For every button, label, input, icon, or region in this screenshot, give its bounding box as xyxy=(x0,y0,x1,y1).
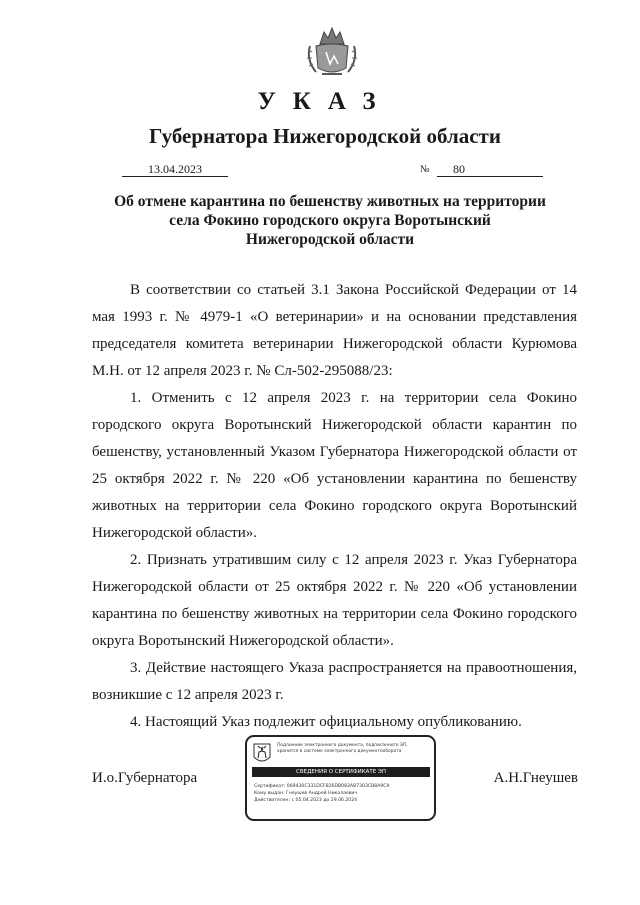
stamp-details xyxy=(254,783,432,804)
deer-emblem-icon xyxy=(253,743,271,765)
stamp-note xyxy=(277,743,433,755)
certificate-owner: Кому выдан: Гнеушев Андрей Николаевич xyxy=(254,791,358,796)
heading-line: Об отмене карантина по бешенству животных на территории xyxy=(114,193,546,210)
certificate-serial: Сертификат: 069430C331DCF826DB083AB7303CB8A9C9 xyxy=(254,784,390,789)
signatory-position: И.о.Губернатора xyxy=(92,770,198,786)
clause-paragraph: 2. Признать утратившим силу с 12 апреля 2023 г. Указ Губернатора Нижегородской области от 25 октября 2022 г. № 220 «Об установлении карантина по бешенству животных на территории села Фокино городского округа Воротынский Нижегородской области». xyxy=(92,552,577,649)
clause-paragraph: 3. Действие настоящего Указа распространяется на правоотношения, возникшие с 12 апреля 2023 г. xyxy=(92,660,577,703)
heading-line: села Фокино городского округа Воротынский xyxy=(169,212,491,229)
number-prefix: № xyxy=(420,164,430,175)
document-type: УКАЗ xyxy=(257,88,393,115)
heading-line: Нижегородской области xyxy=(245,231,415,248)
document-date: 13.04.2023 xyxy=(122,162,228,177)
clause-paragraph: 4. Настоящий Указ подлежит официальному опубликованию. xyxy=(130,714,522,730)
signatory-name: А.Н.Гнеушев xyxy=(493,770,578,786)
clause-paragraph: 1. Отменить с 12 апреля 2023 г. на территории села Фокино городского округа Воротынский Нижегородской области карантин по бешенству, установленный Указом Губернатора Нижегородской области от 25 октября 2022 г. № 220 «Об установлении карантина по бешенству животных на территории села Фокино городского округа Воротынский Нижегородской области». xyxy=(92,390,577,541)
stamp-note-line: Подлинник электронного документа, подписанного ЭП, xyxy=(277,743,408,748)
stamp-header: СВЕДЕНИЯ О СЕРТИФИКАТЕ ЭП xyxy=(252,767,430,777)
decree-body xyxy=(92,277,577,736)
preamble-paragraph: В соответствии со статьей 3.1 Закона Российской Федерации от 14 мая 1993 г. № 4979-1 «О ветеринарии» и на основании представления председателя комитета ветеринарии Нижегородской области Курюмова М.Н. от 12 апреля 2023 г. № Сл-502-295088/23: xyxy=(92,282,577,379)
decree-heading xyxy=(100,192,560,249)
e-signature-stamp xyxy=(245,735,436,821)
document-number: 80 xyxy=(437,162,543,177)
stamp-note-line: хранится в системе электронного документооборота xyxy=(277,749,402,754)
certificate-validity: Действителен: с 05.04.2023 до 29.06.2024 xyxy=(254,798,358,803)
issuer-title: Губернатора Нижегородской области xyxy=(149,124,501,148)
coat-of-arms-icon xyxy=(302,22,362,80)
